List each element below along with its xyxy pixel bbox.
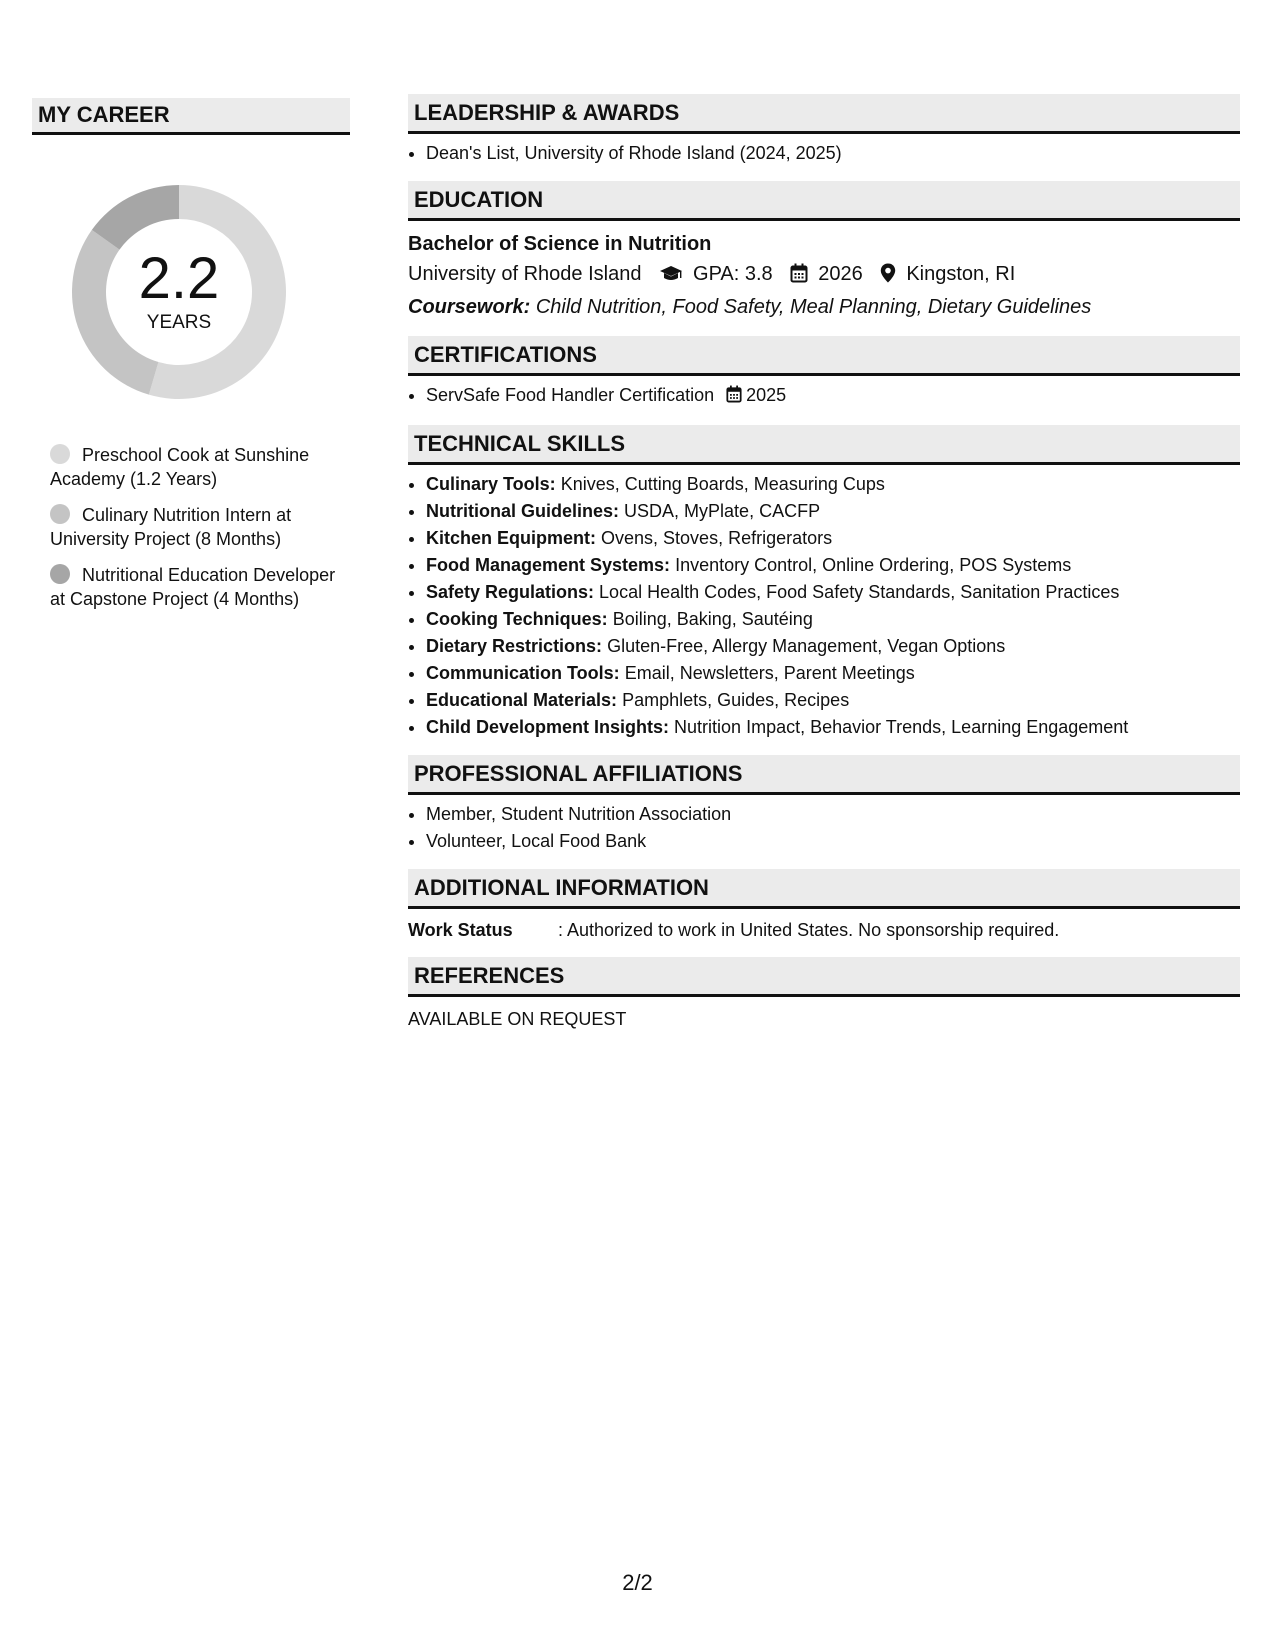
skill-value: Gluten-Free, Allergy Management, Vegan Options: [607, 636, 1006, 656]
career-heading: MY CAREER: [32, 98, 350, 135]
references-text: AVAILABLE ON REQUEST: [408, 1009, 627, 1029]
certification-name: ServSafe Food Handler Certification: [426, 385, 715, 405]
calendar-icon: [726, 384, 742, 411]
skill-label: Cooking Techniques:: [426, 609, 608, 629]
calendar-icon: [790, 262, 808, 292]
legend-label: Preschool Cook at Sunshine Academy (1.2 Years): [50, 445, 310, 489]
legend-item: [50, 563, 350, 611]
list-item: [426, 714, 1240, 741]
legend-item: [50, 503, 350, 551]
references-heading: REFERENCES: [408, 957, 1240, 997]
affiliations-heading: PROFESSIONAL AFFILIATIONS: [408, 755, 1240, 795]
career-total-unit: YEARS: [146, 312, 212, 333]
legend-label: Nutritional Education Developer at Capstone Project (4 Months): [50, 565, 336, 609]
work-status-value: : Authorized to work in United States. No sponsorship required.: [558, 920, 1060, 940]
skill-value: Ovens, Stoves, Refrigerators: [601, 528, 833, 548]
skill-label: Culinary Tools:: [426, 474, 556, 494]
legend-dot-icon: [50, 444, 70, 464]
list-item: [426, 525, 1240, 552]
certification-year: 2025: [746, 385, 787, 405]
graduation-year: 2026: [818, 263, 863, 285]
career-donut-chart: [64, 177, 294, 407]
resume-main: [408, 94, 1240, 1044]
skill-value: Email, Newsletters, Parent Meetings: [624, 663, 915, 683]
coursework: [408, 292, 1240, 322]
skill-value: Inventory Control, Online Ordering, POS Systems: [675, 555, 1072, 575]
skill-label: Safety Regulations:: [426, 582, 595, 602]
leadership-section: [408, 94, 1240, 167]
skills-section: [408, 425, 1240, 741]
work-status-label: Work Status: [408, 920, 513, 940]
leadership-heading: LEADERSHIP & AWARDS: [408, 94, 1240, 134]
list-item: [426, 498, 1240, 525]
skill-value: USDA, MyPlate, CACFP: [624, 501, 821, 521]
list-item: [426, 606, 1240, 633]
list-item: [426, 633, 1240, 660]
skill-value: Pamphlets, Guides, Recipes: [622, 690, 850, 710]
education-section: [408, 181, 1240, 322]
legend-label: Culinary Nutrition Intern at University Project (8 Months): [50, 505, 292, 549]
skill-label: Educational Materials:: [426, 690, 618, 710]
coursework-label: Coursework:: [408, 296, 531, 318]
skill-label: Nutritional Guidelines:: [426, 501, 620, 521]
education-heading: EDUCATION: [408, 181, 1240, 221]
degree-title: Bachelor of Science in Nutrition: [408, 233, 712, 255]
skill-value: Knives, Cutting Boards, Measuring Cups: [560, 474, 885, 494]
education-location: Kingston, RI: [906, 263, 1016, 285]
career-panel: [32, 98, 350, 623]
education-meta: [408, 259, 1240, 292]
list-item: • Volunteer, Local Food Bank: [426, 828, 1240, 855]
list-item: [426, 552, 1240, 579]
additional-heading: ADDITIONAL INFORMATION: [408, 869, 1240, 909]
legend-dot-icon: [50, 504, 70, 524]
list-item: [426, 660, 1240, 687]
skill-label: Kitchen Equipment:: [426, 528, 596, 548]
skill-value: Boiling, Baking, Sautéing: [612, 609, 813, 629]
legend-item: [50, 443, 350, 491]
skill-label: Food Management Systems:: [426, 555, 671, 575]
career-legend: [32, 443, 350, 611]
map-pin-icon: [880, 262, 896, 292]
certifications-heading: CERTIFICATIONS: [408, 336, 1240, 376]
graduation-cap-icon: [659, 262, 683, 292]
skill-value: Nutrition Impact, Behavior Trends, Learning Engagement: [674, 717, 1129, 737]
affiliations-section: [408, 755, 1240, 855]
skills-heading: TECHNICAL SKILLS: [408, 425, 1240, 465]
list-item: [426, 687, 1240, 714]
certifications-section: [408, 336, 1240, 411]
gpa: GPA: 3.8: [693, 263, 773, 285]
references-section: [408, 957, 1240, 1030]
skill-label: Child Development Insights:: [426, 717, 670, 737]
list-item: • Dean's List, University of Rhode Island (2024, 2025): [426, 140, 1240, 167]
career-total-value: 2.2: [138, 246, 220, 311]
list-item: [426, 579, 1240, 606]
legend-dot-icon: [50, 564, 70, 584]
school-name: University of Rhode Island: [408, 263, 642, 285]
page-number: 2/2: [622, 1570, 653, 1595]
list-item: • Member, Student Nutrition Association: [426, 801, 1240, 828]
skill-value: Local Health Codes, Food Safety Standards, Sanitation Practices: [599, 582, 1120, 602]
additional-section: [408, 869, 1240, 943]
skill-label: Dietary Restrictions:: [426, 636, 603, 656]
list-item: [426, 382, 1240, 411]
coursework-list: Child Nutrition, Food Safety, Meal Planning, Dietary Guidelines: [535, 296, 1092, 318]
skill-label: Communication Tools:: [426, 663, 620, 683]
list-item: [426, 471, 1240, 498]
